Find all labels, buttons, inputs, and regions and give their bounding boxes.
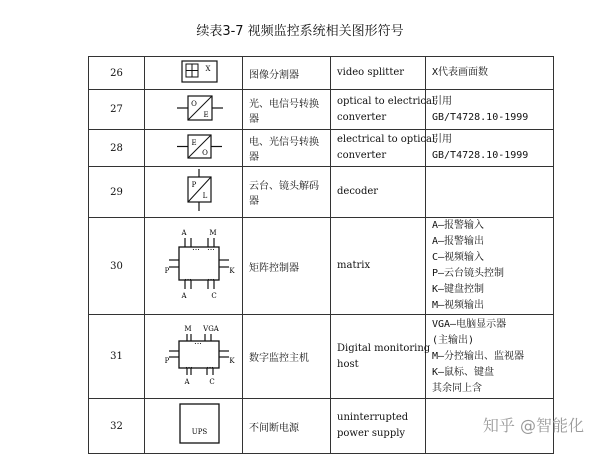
name-en: Digital monitoring host [331, 315, 426, 399]
name-cn: 电、光信号转换器 [243, 130, 331, 167]
symbol-label: A [181, 292, 187, 300]
row-number: 28 [89, 130, 145, 167]
row-number: 30 [89, 218, 145, 315]
name-en: electrical to optical converter [331, 130, 426, 167]
name-en: decoder [331, 167, 426, 218]
table-row [89, 167, 554, 218]
svg-text:...: ... [207, 243, 215, 252]
symbol-cell [145, 315, 243, 399]
symbol-label: M [209, 229, 217, 237]
name-en: uninterrupted power supply [331, 399, 426, 454]
symbol-label: M [184, 325, 192, 333]
name-en: video splitter [331, 57, 426, 90]
symbol-label: A [184, 378, 190, 386]
name-cn: 光、电信号转换器 [243, 90, 331, 130]
row-number: 32 [89, 399, 145, 454]
name-cn: 不间断电源 [243, 399, 331, 454]
symbol-label: O [191, 100, 197, 108]
symbol-label: K [229, 357, 235, 365]
svg-text:...: ... [192, 243, 200, 252]
svg-text:...: ... [184, 273, 192, 282]
remark: X代表画面数 [426, 57, 554, 90]
symbol-cell [145, 90, 243, 130]
ups-symbol [151, 399, 247, 450]
page-title: 续表3-7 视频监控系统相关图形符号 [196, 24, 404, 39]
table-row [89, 57, 554, 90]
table-row [89, 130, 554, 167]
svg-text:...: ... [185, 361, 193, 370]
symbol-label: L [202, 192, 208, 200]
row-number: 27 [89, 90, 145, 130]
name-cn: 图像分割器 [243, 57, 331, 90]
symbol-cell [145, 399, 243, 454]
name-en: optical to electrical converter [331, 90, 426, 130]
symbol-table [88, 56, 554, 454]
matrix-controller-symbol [151, 218, 247, 311]
symbol-label: UPS [191, 428, 208, 436]
symbol-cell [145, 57, 243, 90]
watermark: 知乎 @智能化 [482, 416, 584, 435]
remark: VGA—电脑显示器 (主输出) M—分控输出、监视器 K—鼠标、键盘 其余同上含 [426, 315, 554, 399]
svg-text:...: ... [206, 361, 214, 370]
remark: 引用 GB/T4728.10-1999 [426, 130, 554, 167]
row-number: 31 [89, 315, 145, 399]
remark: A—报警输入 A—报警输出 C—视频输入 P—云台镜头控制 K—键盘控制 M—视频输出 [426, 218, 554, 315]
svg-text:...: ... [194, 337, 202, 346]
symbol-label: X [205, 65, 211, 73]
name-en: matrix [331, 218, 426, 315]
symbol-label: E [191, 139, 197, 147]
remark [426, 167, 554, 218]
row-number: 29 [89, 167, 145, 218]
symbol-label: P [191, 181, 197, 189]
table-row [89, 218, 554, 315]
symbol-label: O [202, 149, 208, 157]
remark: 引用 GB/T4728.10-1999 [426, 90, 554, 130]
name-cn: 数字监控主机 [243, 315, 331, 399]
name-cn: 矩阵控制器 [243, 218, 331, 315]
symbol-label: P [164, 267, 170, 275]
symbol-label: P [164, 357, 170, 365]
electrical-optical-converter-symbol [151, 130, 247, 163]
name-cn: 云台、镜头解码器 [243, 167, 331, 218]
decoder-symbol [151, 167, 247, 214]
symbol-cell [145, 130, 243, 167]
table-row [89, 315, 554, 399]
symbol-cell [145, 167, 243, 218]
row-number: 26 [89, 57, 145, 90]
symbol-label: VGA [203, 325, 219, 333]
video-splitter-symbol [151, 57, 247, 86]
optical-electrical-converter-symbol [151, 90, 247, 126]
symbol-label: K [229, 267, 235, 275]
svg-text:...: ... [207, 273, 215, 282]
table-row [89, 90, 554, 130]
symbol-label: A [181, 229, 187, 237]
symbol-label: C [209, 378, 215, 386]
symbol-label: C [211, 292, 217, 300]
symbol-label: E [203, 111, 209, 119]
digital-host-symbol [151, 315, 247, 395]
symbol-cell [145, 218, 243, 315]
